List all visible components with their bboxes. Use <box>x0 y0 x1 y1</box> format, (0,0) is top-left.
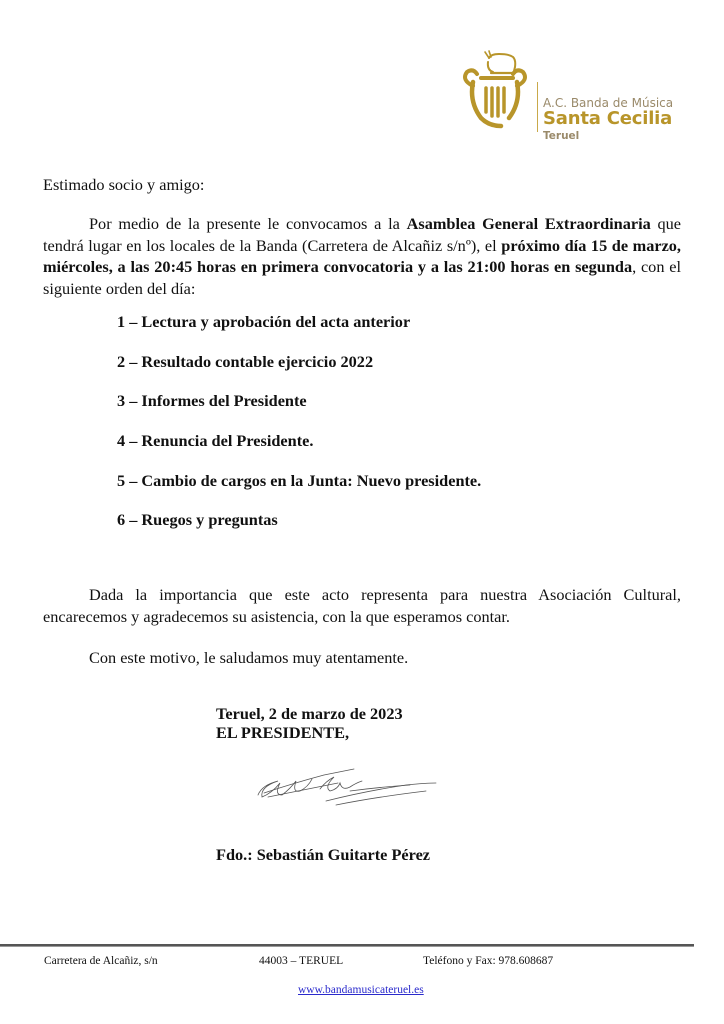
agenda-item: 1 – Lectura y aprobación del acta anterior <box>117 312 411 331</box>
intro-text-2: que tendrá lugar en los locales de la Banda (Carretera de Alcañiz s/nº), el <box>43 214 681 255</box>
lyre-with-bull-icon <box>455 42 535 134</box>
closing-text: Dada la importancia que este acto representa para nuestra Asociación Cultural, encarecemos y agradecemos su asistencia, con la que esperamos contar. <box>43 585 681 626</box>
footer-address: Carretera de Alcañiz, s/n <box>44 955 158 967</box>
agenda-item: 5 – Cambio de cargos en la Junta: Nuevo presidente. <box>117 470 482 490</box>
footer-divider <box>0 944 694 947</box>
footer-city: 44003 – TERUEL <box>259 955 344 967</box>
footer-phone: Teléfono y Fax: 978.608687 <box>423 955 554 967</box>
logo-city: Teruel <box>543 130 580 142</box>
signed-by: Fdo.: Sebastián Guitarte Pérez <box>216 845 431 864</box>
intro-paragraph <box>43 213 681 299</box>
logo-divider <box>537 82 538 132</box>
place-date: Teruel, 2 de marzo de 2023 <box>216 704 403 723</box>
meeting-type: Asamblea General Extraordinaria <box>406 214 651 233</box>
greeting: Estimado socio y amigo: <box>43 175 205 194</box>
intro-text-1: Por medio de la presente le convocamos a la <box>89 214 407 233</box>
agenda-item: 3 – Informes del Presidente <box>117 391 307 411</box>
meeting-datetime: próximo día 15 de marzo, miércoles, a las 20:45 horas en primera convocatoria y a las 21:00 horas en segunda <box>43 235 682 276</box>
farewell-text: Con este motivo, le saludamos muy atentamente. <box>89 648 409 667</box>
closing-paragraph <box>43 584 681 627</box>
signer-role: EL PRESIDENTE, <box>216 723 350 742</box>
signature-block <box>216 704 403 742</box>
agenda-list <box>117 311 481 549</box>
intro-text-3: , con el siguiente orden del día: <box>43 257 682 298</box>
agenda-item: 4 – Renuncia del Presidente. <box>117 431 314 451</box>
handwritten-signature <box>250 765 440 810</box>
website-link[interactable]: www.bandamusicateruel.es <box>298 984 424 996</box>
logo-organization-name: Santa Cecilia <box>543 108 673 129</box>
logo-organization-type: A.C. Banda de Música <box>543 96 674 110</box>
agenda-item: 2 – Resultado contable ejercicio 2022 <box>117 351 374 371</box>
farewell <box>43 647 681 669</box>
organization-logo <box>455 42 705 142</box>
agenda-item: 6 – Ruegos y preguntas <box>117 510 278 530</box>
